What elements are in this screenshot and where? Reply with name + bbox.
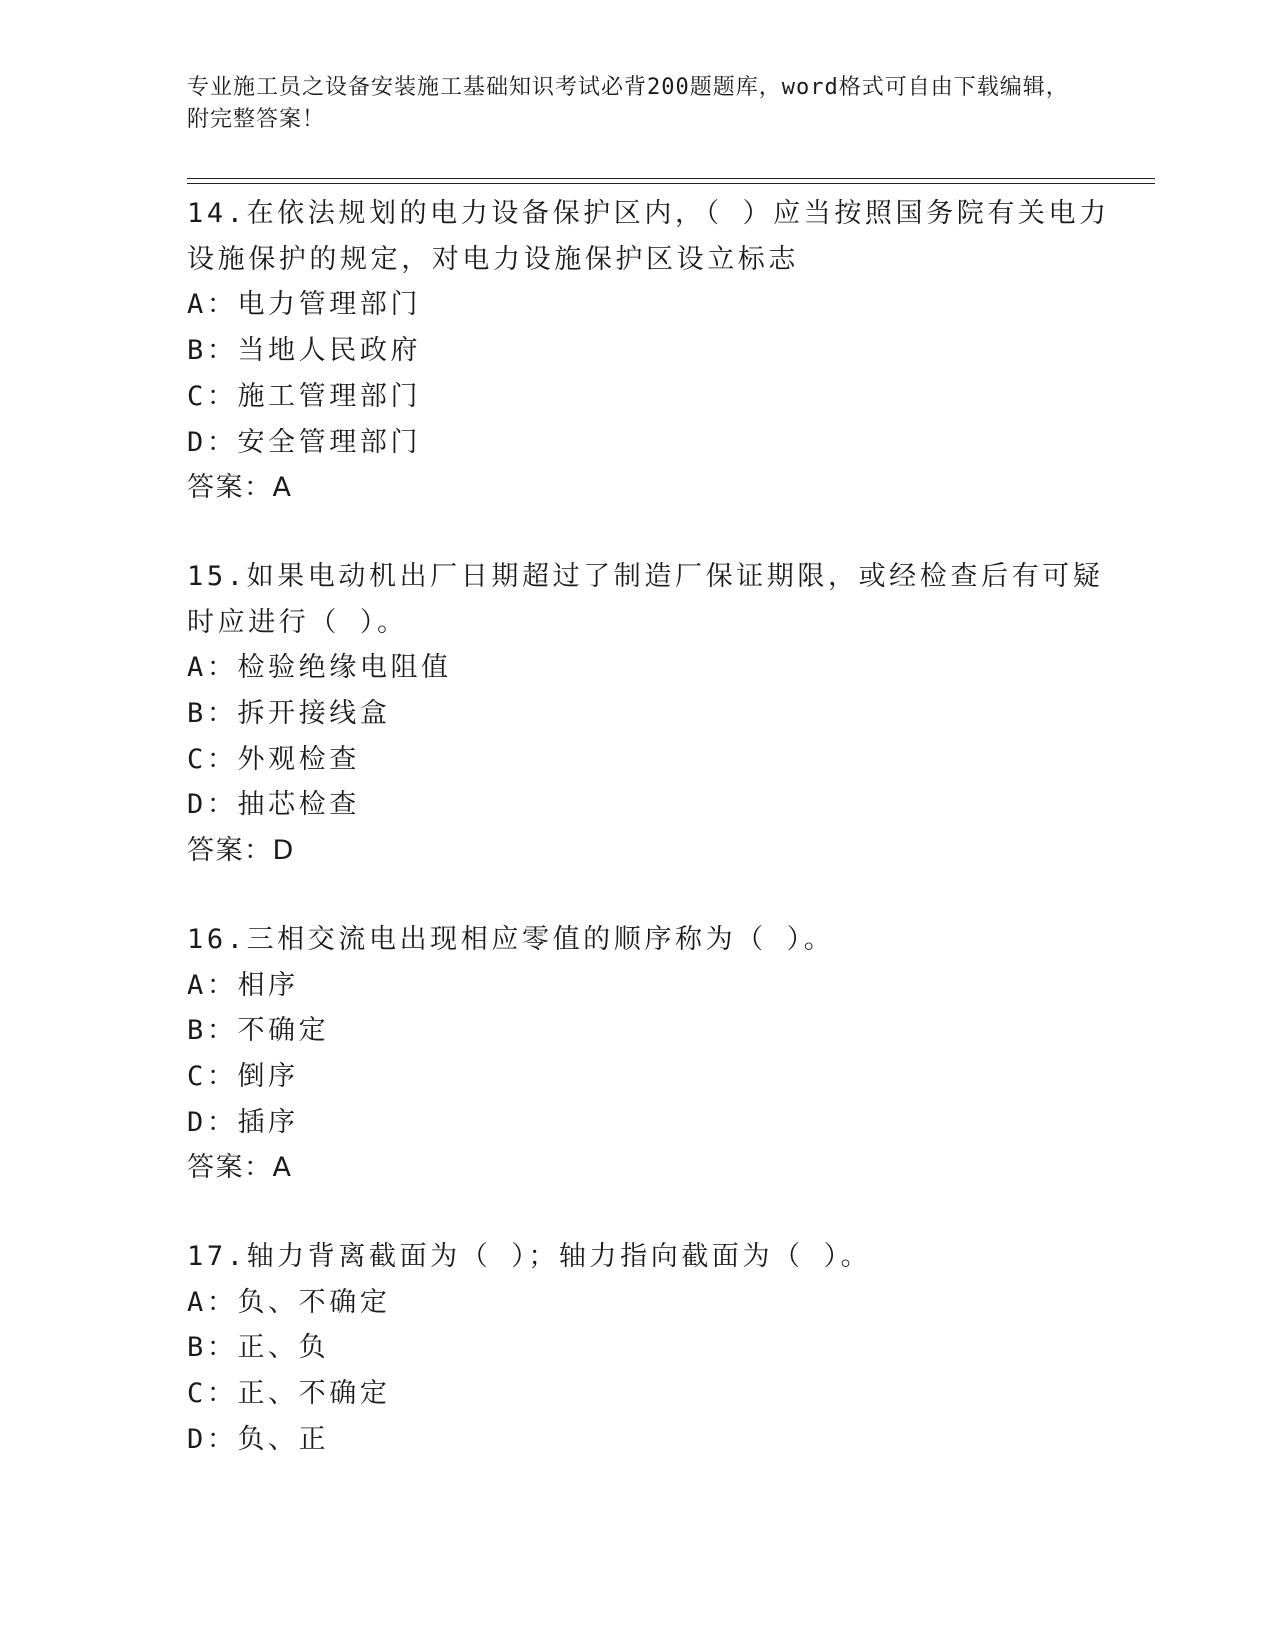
option-c: C：外观检查 xyxy=(187,743,360,775)
option-b: B：不确定 xyxy=(187,1015,330,1047)
answer: 答案：A xyxy=(187,1152,293,1184)
answer: 答案：D xyxy=(187,835,295,867)
question-15 xyxy=(187,554,1117,874)
option-b: B：当地人民政府 xyxy=(187,335,422,367)
question-stem: 14.在依法规划的电力设备保护区内，（ ）应当按照国务院有关电力设施保护的规定，对电力设施保护区设立标志 xyxy=(187,198,1110,275)
option-a: A：相序 xyxy=(187,969,299,1001)
option-a: A：负、不确定 xyxy=(187,1286,391,1318)
option-c: C：倒序 xyxy=(187,1060,299,1092)
header-divider-top xyxy=(187,178,1155,179)
option-c: C：施工管理部门 xyxy=(187,380,422,412)
document-header: 专业施工员之设备安装施工基础知识考试必背200题题库，word格式可自由下载编辑，附完整答案！ xyxy=(187,75,1069,132)
option-d: D：抽芯检查 xyxy=(187,789,360,821)
option-d: D：负、正 xyxy=(187,1423,330,1455)
question-17 xyxy=(187,1234,1117,1463)
header-divider-bottom xyxy=(187,183,1155,184)
question-14 xyxy=(187,191,1117,511)
option-d: D：安全管理部门 xyxy=(187,426,422,458)
option-a: A：检验绝缘电阻值 xyxy=(187,652,452,684)
option-c: C：正、不确定 xyxy=(187,1378,391,1410)
question-stem: 15.如果电动机出厂日期超过了制造厂保证期限，或经检查后有可疑时应进行（ ）。 xyxy=(187,560,1104,638)
answer: 答案：A xyxy=(187,472,293,504)
question-list xyxy=(187,191,1117,1506)
option-d: D：插序 xyxy=(187,1106,299,1138)
option-a: A：电力管理部门 xyxy=(187,289,422,321)
question-stem: 16.三相交流电出现相应零值的顺序称为（ ）。 xyxy=(187,923,835,955)
question-16 xyxy=(187,917,1117,1191)
question-stem: 17.轴力背离截面为（ ）；轴力指向截面为（ ）。 xyxy=(187,1241,872,1273)
option-b: B：正、负 xyxy=(187,1332,330,1364)
option-b: B：拆开接线盒 xyxy=(187,698,391,730)
